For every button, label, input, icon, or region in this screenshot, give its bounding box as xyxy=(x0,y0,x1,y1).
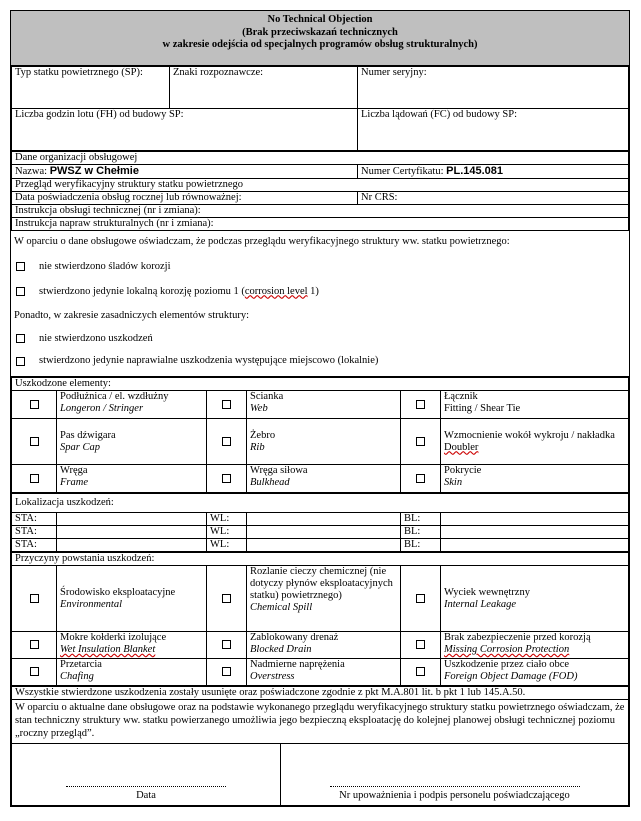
checkbox-doubler[interactable] xyxy=(416,437,425,446)
landings-field[interactable]: Liczba lądowań (FC) od budowy SP: xyxy=(358,109,629,151)
authorization-signature-cell[interactable] xyxy=(281,744,629,806)
option-local-damage[interactable]: stwierdzono jedynie naprawialne uszkodzenia występujące miejscowo (lokalnie) xyxy=(11,351,629,371)
damaged-section-label: Uszkodzone elementy: xyxy=(12,378,629,391)
flight-hours-field[interactable]: Liczba godzin lotu (FH) od budowy SP: xyxy=(12,109,358,151)
wl-field-1[interactable] xyxy=(247,513,401,526)
date-label: Data xyxy=(136,790,156,801)
org-name-field[interactable]: Nazwa: PWSZ w Chełmie xyxy=(12,165,358,179)
ntd-form xyxy=(10,10,630,807)
checkbox-no-damage[interactable] xyxy=(16,334,25,343)
checkbox-web[interactable] xyxy=(222,400,231,409)
statement-intro: W oparciu o dane obsługowe oświadczam, że podczas przeglądu weryfikacyjnego struktury ww. statku powietrznego: xyxy=(14,236,510,247)
bl-label-2: BL: xyxy=(401,526,441,539)
form-subtitle: (Brak przeciwskazań technicznych xyxy=(242,26,398,38)
bl-field-1[interactable] xyxy=(441,513,629,526)
org-name-value: PWSZ w Chełmie xyxy=(49,165,139,177)
cause-overstress: Nadmierne naprężenia Overstress xyxy=(247,659,401,686)
wl-label-3: WL: xyxy=(207,539,247,552)
checkbox-wet-insulation[interactable] xyxy=(30,640,39,649)
wl-field-3[interactable] xyxy=(247,539,401,552)
cause-blocked-drain: Zablokowany drenaż Blocked Drain xyxy=(247,632,401,659)
damaged-web: Ścianka Web xyxy=(247,391,401,419)
cause-wet-insulation: Mokre kołderki izolujące Wet Insulation Blanket xyxy=(57,632,207,659)
damaged-elements-table xyxy=(11,377,629,493)
bl-field-2[interactable] xyxy=(441,526,629,539)
form-header xyxy=(11,11,629,66)
location-section-label: Lokalizacja uszkodzeń: xyxy=(12,494,629,513)
checkbox-environmental[interactable] xyxy=(30,594,39,603)
serial-number-field[interactable]: Numer seryjny: xyxy=(358,67,629,109)
corrosion-statement xyxy=(11,231,629,377)
cause-environmental: Środowisko eksploatacyjne Environmental xyxy=(57,566,207,632)
cause-fod: Uszkodzenie przez ciało obce Foreign Object Damage (FOD) xyxy=(441,659,629,686)
release-date-field[interactable]: Data poświadczenia obsług rocznej lub równoważnej: xyxy=(12,192,358,205)
damaged-rib: Żebro Rib xyxy=(247,419,401,465)
location-table xyxy=(11,493,629,552)
maintenance-manual-field[interactable]: Instrukcja obsługi technicznej (nr i zmiana): xyxy=(12,205,629,218)
cause-missing-corrosion-protection: Brak zabezpieczenie przed korozją Missing Corrosion Protection xyxy=(441,632,629,659)
damage-removed-statement: Wszystkie stwierdzone uszkodzenia zostały usunięte oraz poświadczone zgodnie z pkt M.A.801 lit. b pkt 1 lub 145.A.50. xyxy=(12,687,629,700)
crs-number-field[interactable]: Nr CRS: xyxy=(358,192,629,205)
damaged-bulkhead: Wręga siłowa Bulkhead xyxy=(247,465,401,493)
damaged-longeron: Podłużnica / el. wzdłużny Longeron / Stringer xyxy=(57,391,207,419)
bl-label-3: BL: xyxy=(401,539,441,552)
review-section-label: Przegląd weryfikacyjny struktury statku powietrznego xyxy=(12,179,629,192)
checkbox-missing-corrosion-protection[interactable] xyxy=(416,640,425,649)
authorization-label: Nr upoważnienia i podpis personelu poświadczającego xyxy=(339,790,570,801)
damaged-skin: Pokrycie Skin xyxy=(441,465,629,493)
checkbox-fitting[interactable] xyxy=(416,400,425,409)
option-local-corrosion[interactable]: stwierdzono jedynie lokalną korozję poziomu 1 (corrosion level 1) xyxy=(11,279,629,304)
sta-field-2[interactable] xyxy=(57,526,207,539)
bl-label-1: BL: xyxy=(401,513,441,526)
repair-manual-field[interactable]: Instrukcja napraw strukturalnych (nr i zmiana): xyxy=(12,218,629,231)
checkbox-internal-leakage[interactable] xyxy=(416,594,425,603)
sta-label-2: STA: xyxy=(12,526,57,539)
checkbox-skin[interactable] xyxy=(416,474,425,483)
wl-label-1: WL: xyxy=(207,513,247,526)
damaged-frame: Wręga Frame xyxy=(57,465,207,493)
damaged-doubler: Wzmocnienie wokół wykroju / nakładka Doubler xyxy=(441,419,629,465)
damaged-fitting: Łącznik Fitting / Shear Tie xyxy=(441,391,629,419)
checkbox-longeron[interactable] xyxy=(30,400,39,409)
checkbox-no-corrosion[interactable] xyxy=(16,262,25,271)
causes-section-label: Przyczyny powstania uszkodzeń: xyxy=(12,553,629,566)
checkbox-spar-cap[interactable] xyxy=(30,437,39,446)
sta-field-3[interactable] xyxy=(57,539,207,552)
organization-table xyxy=(11,151,629,231)
causes-table xyxy=(11,552,629,686)
checkbox-local-corrosion[interactable] xyxy=(16,287,25,296)
option-no-corrosion[interactable]: nie stwierdzono śladów korozji xyxy=(11,254,629,279)
checkbox-fod[interactable] xyxy=(416,667,425,676)
checkbox-chemical-spill[interactable] xyxy=(222,594,231,603)
damaged-spar-cap: Pas dźwigara Spar Cap xyxy=(57,419,207,465)
checkbox-overstress[interactable] xyxy=(222,667,231,676)
org-section-label: Dane organizacji obsługowej xyxy=(12,152,629,165)
checkbox-rib[interactable] xyxy=(222,437,231,446)
bl-field-3[interactable] xyxy=(441,539,629,552)
cause-chafing: Przetarcia Chafing xyxy=(57,659,207,686)
checkbox-chafing[interactable] xyxy=(30,667,39,676)
checkbox-bulkhead[interactable] xyxy=(222,474,231,483)
org-cert-value: PL.145.081 xyxy=(446,165,504,177)
sta-label-3: STA: xyxy=(12,539,57,552)
registration-marks-field[interactable]: Znaki rozpoznawcze: xyxy=(170,67,358,109)
form-title: No Technical Objection xyxy=(267,14,373,25)
aircraft-table xyxy=(11,66,629,151)
aircraft-type-field[interactable]: Typ statku powietrznego (SP): xyxy=(12,67,170,109)
checkbox-blocked-drain[interactable] xyxy=(222,640,231,649)
date-signature-cell[interactable] xyxy=(12,744,281,806)
option-no-damage[interactable]: nie stwierdzono uszkodzeń xyxy=(11,326,629,351)
checkbox-frame[interactable] xyxy=(30,474,39,483)
cause-chemical-spill: Rozlanie cieczy chemicznej (nie dotyczy płynów eksploatacyjnych statku) powietrznego) Chemical Spill xyxy=(247,566,401,632)
final-table xyxy=(11,686,629,806)
cause-internal-leakage: Wyciek wewnętrzny Internal Leakage xyxy=(441,566,629,632)
wl-label-2: WL: xyxy=(207,526,247,539)
org-cert-field[interactable]: Numer Certyfikatu: PL.145.081 xyxy=(358,165,629,179)
final-statement: W oparciu o aktualne dane obsługowe oraz na podstawie wykonanego przeglądu weryfikacyjnego struktury statku powietrznego oświadczam, że stan techniczny struktury ww. statku powierzanego umożliwia jego bezpieczną eksploatację do kolejnej planowej obsługi technicznej poziomu „roczny przegląd”. xyxy=(12,700,629,744)
form-subtitle-2: w zakresie odejścia od specjalnych programów obsług strukturalnych) xyxy=(162,39,478,50)
sta-field-1[interactable] xyxy=(57,513,207,526)
statement-more: Ponadto, w zakresie zasadniczych elementów struktury: xyxy=(14,310,250,321)
sta-label-1: STA: xyxy=(12,513,57,526)
wl-field-2[interactable] xyxy=(247,526,401,539)
checkbox-local-damage[interactable] xyxy=(16,357,25,366)
